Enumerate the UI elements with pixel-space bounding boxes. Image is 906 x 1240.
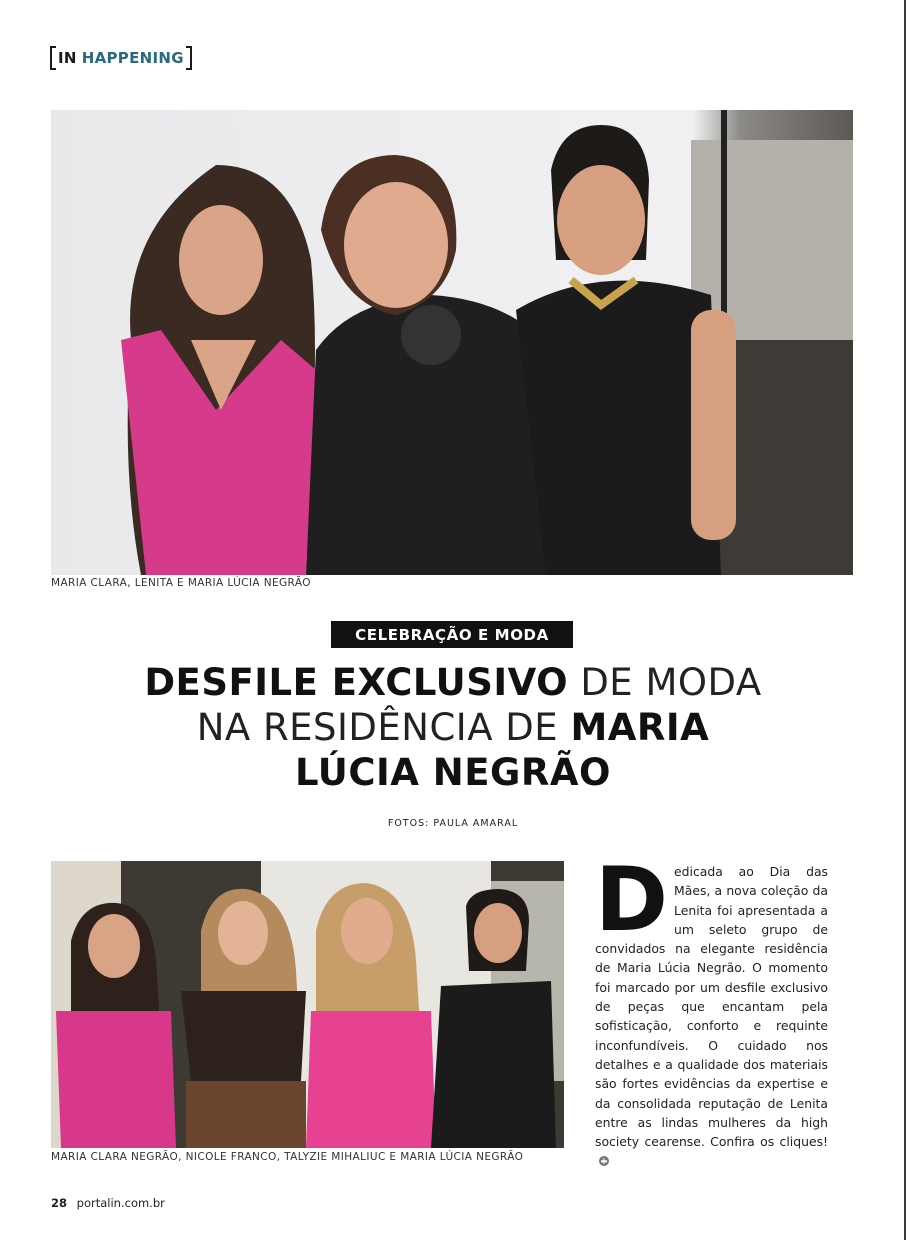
photo-caption-top: MARIA CLARA, LENITA E MARIA LÚCIA NEGRÃO — [51, 577, 311, 589]
page-footer — [51, 1196, 165, 1210]
site-url: portalin.com.br — [76, 1196, 165, 1210]
headline-part-2: DE MODA — [580, 661, 762, 704]
end-mark-icon — [599, 1156, 609, 1166]
bracket-right — [186, 46, 192, 70]
headline-part-4: MARIA — [570, 706, 710, 749]
headline-part-1: DESFILE EXCLUSIVO — [144, 661, 569, 704]
photo-caption-bottom: MARIA CLARA NEGRÃO, NICOLE FRANCO, TALYZIE MIHALIUC E MARIA LÚCIA NEGRÃO — [51, 1151, 524, 1163]
bracket-left — [50, 46, 56, 70]
kicker-label: CELEBRAÇÃO E MODA — [331, 621, 573, 648]
headline — [60, 660, 846, 795]
headline-part-3: NA RESIDÊNCIA DE — [196, 706, 559, 749]
page-number: 28 — [51, 1196, 68, 1210]
photo-three-women — [51, 110, 853, 575]
photo-four-women — [51, 861, 564, 1148]
article-body — [595, 848, 828, 1171]
headline-part-5: LÚCIA NEGRÃO — [295, 751, 611, 794]
section-name: HAPPENING — [81, 49, 184, 67]
article-text: edicada ao Dia das Mães, a nova coleção da Lenita foi apresentada a um seleto grupo de convidados na elegante residência de Maria Lúcia Negrão. O momento foi marcado por um desfile exclusivo de peças que encantam pela sofisticação, conforto e requinte inconfundíveis. O cuidado nos detalhes e a qualidade dos materiais são fortes evidências da expertise e da consolidada reputação de Lenita entre as lindas mulheres da high society cearense. Confira os cliques! — [595, 864, 828, 1150]
drop-cap: D — [595, 848, 669, 951]
photo-credit: FOTOS: PAULA AMARAL — [387, 818, 519, 829]
section-tag — [50, 46, 192, 70]
section-prefix: IN — [58, 49, 77, 67]
